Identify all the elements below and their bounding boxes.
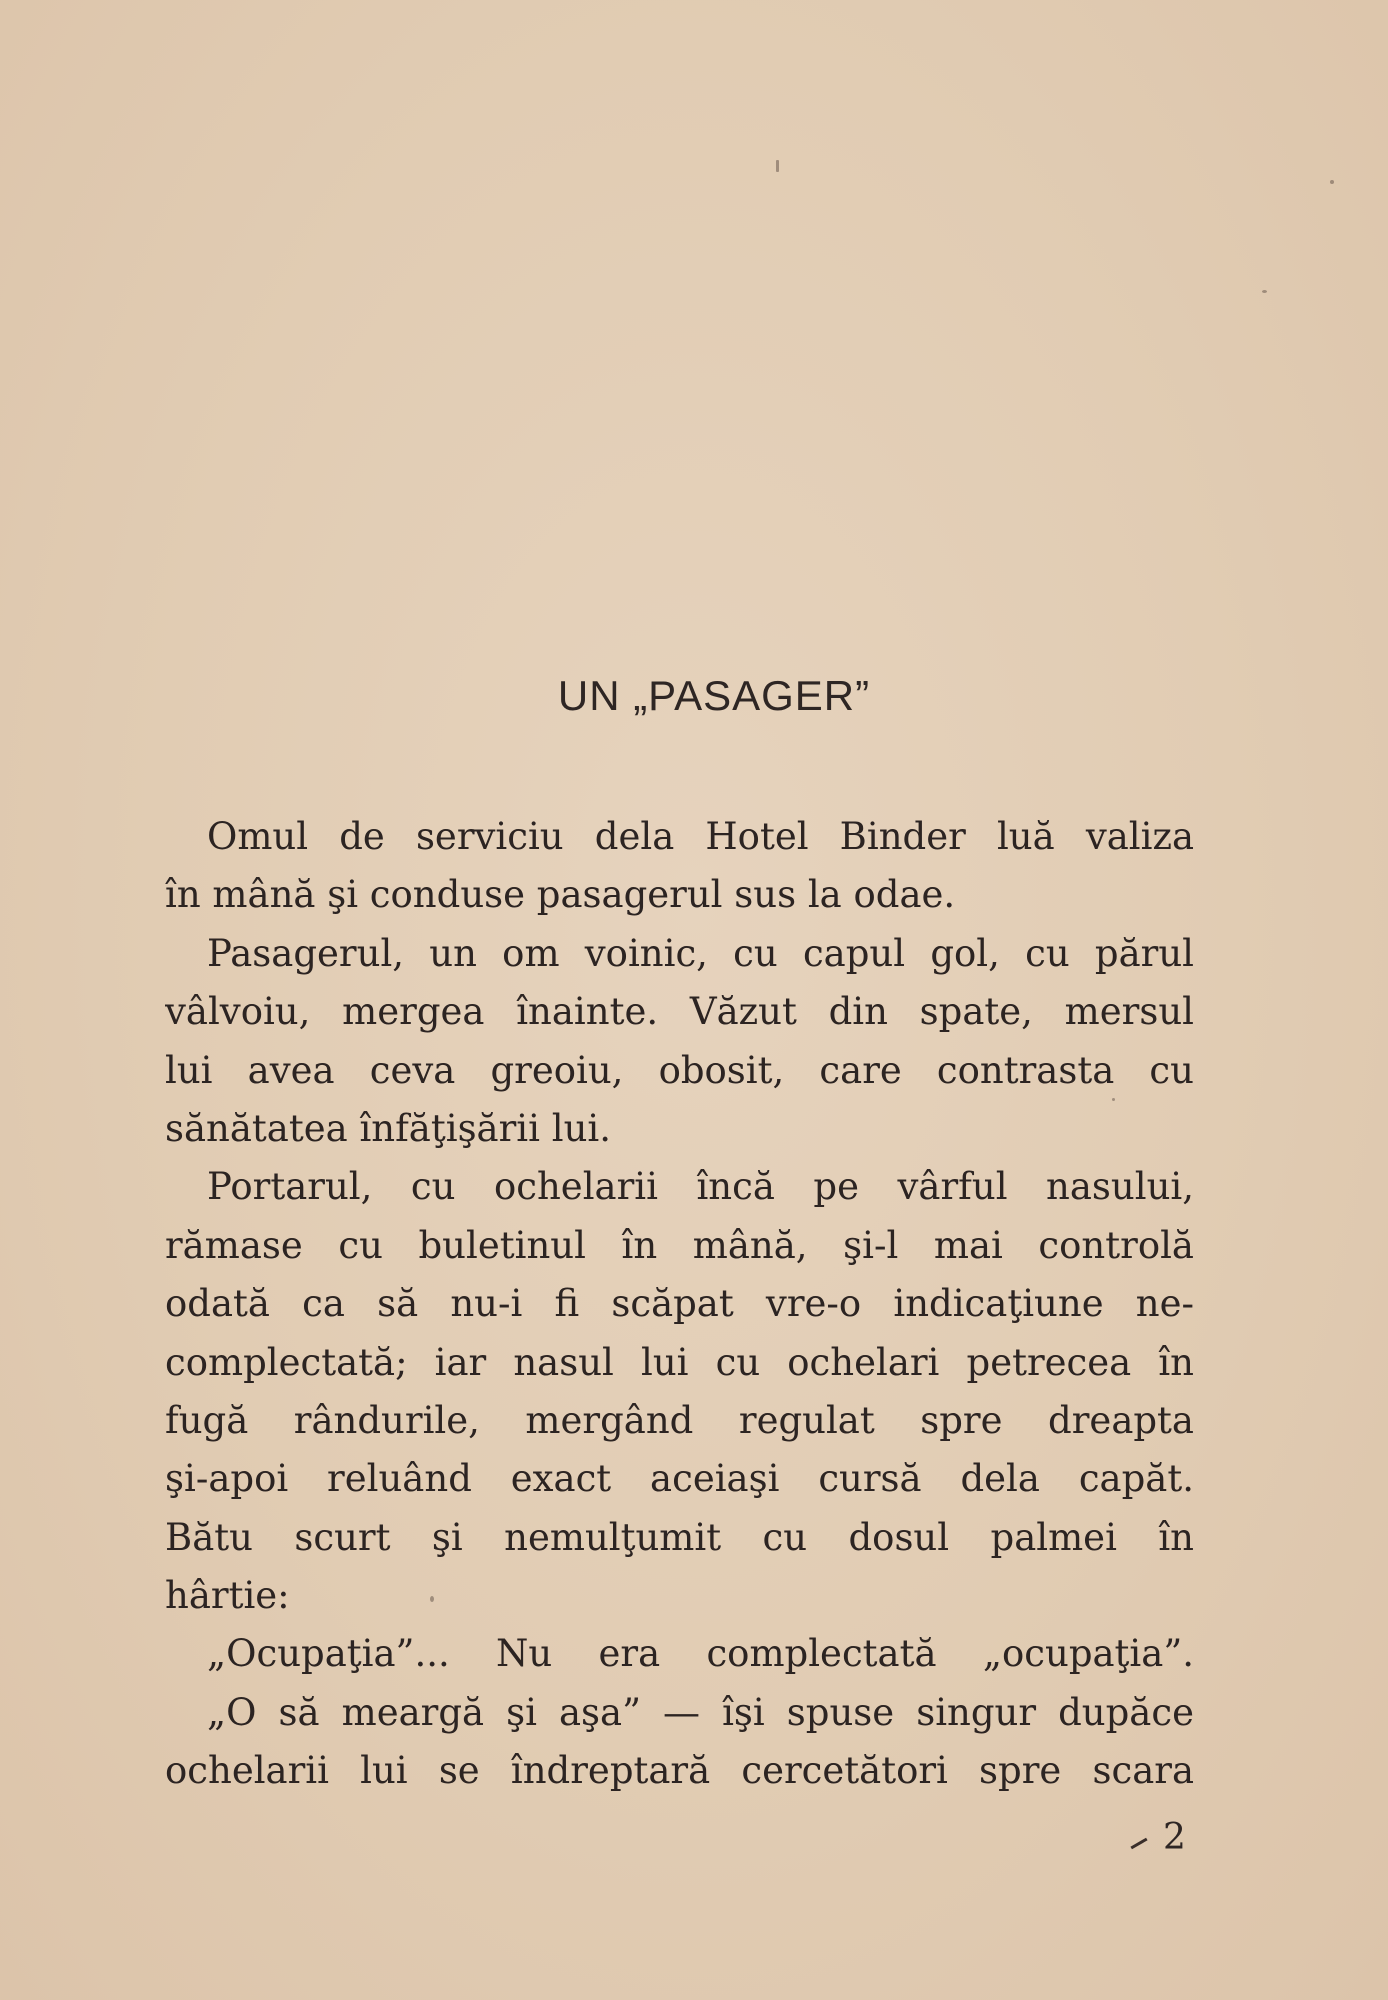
ink-speck bbox=[1330, 180, 1334, 184]
text-line: în mână şi conduse pasagerul sus la odae. bbox=[165, 873, 956, 917]
text-line: complectată; iar nasul lui cu ochelari petrecea în bbox=[165, 1340, 1194, 1384]
pencil-mark bbox=[1130, 1838, 1147, 1850]
text-line: Omul de serviciu dela Hotel Binder luă valiza bbox=[207, 815, 1194, 858]
text-line: ochelarii lui se îndreptară cercetători spre scara bbox=[165, 1749, 1194, 1793]
ink-speck bbox=[776, 160, 779, 172]
text-line: „O să meargă şi aşa” — îşi spuse singur dupăce bbox=[207, 1690, 1194, 1734]
text-line: rămase cu buletinul în mână, şi-l mai controlă bbox=[165, 1223, 1194, 1267]
text-line: şi-apoi reluând exact aceiaşi cursă dela capăt. bbox=[165, 1457, 1194, 1501]
text-line: lui avea ceva greoiu, obosit, care contrasta cu bbox=[165, 1048, 1194, 1092]
ink-speck bbox=[1262, 290, 1267, 293]
text-line: hârtie: bbox=[165, 1574, 290, 1618]
chapter-title: UN „PASAGER” bbox=[557, 672, 871, 719]
body-text bbox=[165, 808, 1194, 1801]
text-line: Pasagerul, un om voinic, cu capul gol, cu părul bbox=[207, 931, 1194, 975]
text-line: Bătu scurt şi nemulţumit cu dosul palmei în bbox=[165, 1515, 1194, 1559]
text-line: sănătatea înfăţişării lui. bbox=[165, 1106, 611, 1150]
text-line: Portarul, cu ochelarii încă pe vârful nasului, bbox=[207, 1165, 1194, 1209]
page-number: 2 bbox=[1163, 1817, 1186, 1858]
text-line: fugă rândurile, mergând regulat spre dreapta bbox=[165, 1398, 1194, 1442]
text-line: vâlvoiu, mergea înainte. Văzut din spate, mersul bbox=[165, 990, 1194, 1034]
text-line: odată ca să nu-i fi scăpat vre-o indicaţiune ne- bbox=[165, 1282, 1194, 1326]
text-line: „Ocupaţia”... Nu era complectată „ocupaţia”. bbox=[207, 1632, 1194, 1676]
